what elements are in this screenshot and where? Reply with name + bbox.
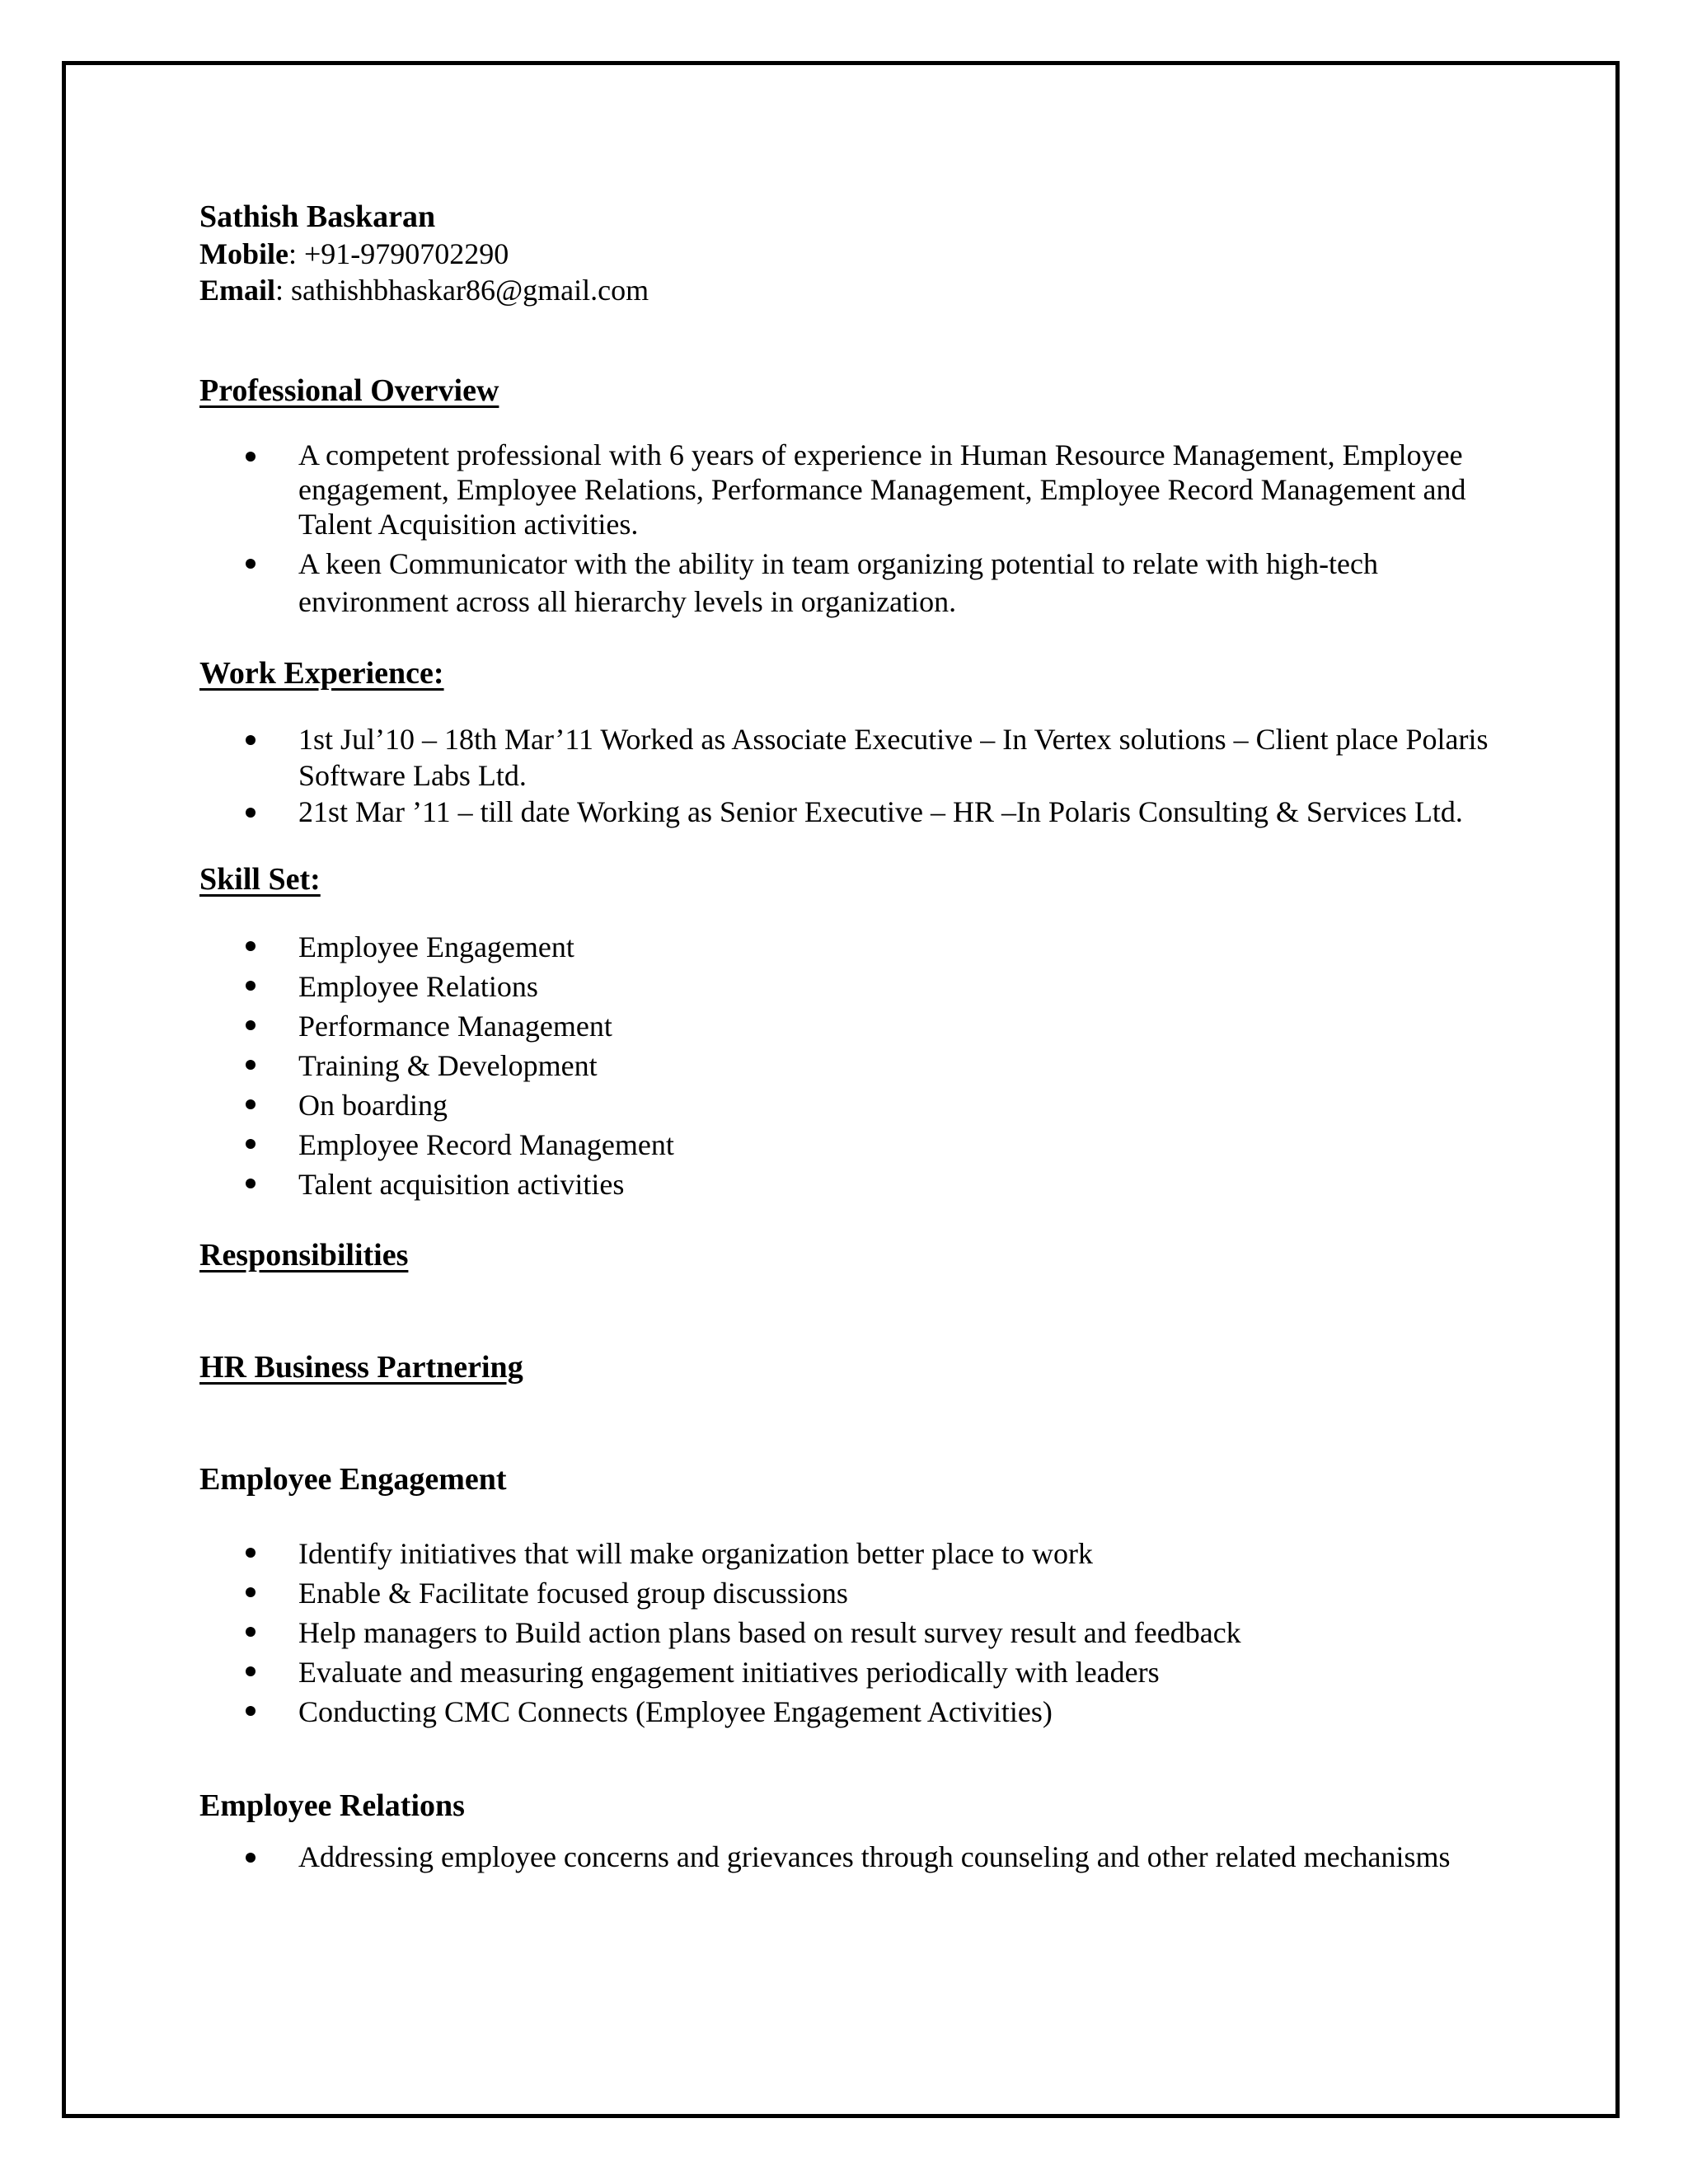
bullet-icon: [246, 1706, 256, 1716]
email-label: Email: [199, 274, 276, 307]
bullet-icon: [246, 1627, 256, 1637]
bullet-icon: [246, 735, 256, 745]
mobile-value: : +91-9790702290: [288, 237, 509, 270]
responsibilities-heading: Responsibilities: [199, 1238, 409, 1272]
bullet-icon: [246, 1099, 256, 1109]
list-item-text: Performance Management: [298, 1010, 612, 1043]
bullet-icon: [246, 1853, 256, 1863]
list-item-text: A competent professional with 6 years of experience in Human Resource Management, Employee engagement, Employee Relations, Performance Management, Employee Record Management and Talent Acquisition activities.: [298, 438, 1466, 541]
list-item-text: 1st Jul’10 – 18th Mar’11 Worked as Associate Executive – In Vertex solutions – Client place Polaris Software Labs Ltd.: [298, 723, 1489, 792]
experience-heading: Work Experience:: [199, 656, 444, 691]
list-item-text: On boarding: [298, 1089, 448, 1122]
list-item: [199, 721, 1518, 794]
experience-list: [199, 721, 1518, 830]
bullet-icon: [246, 1020, 256, 1030]
list-item-text: Enable & Facilitate focused group discussions: [298, 1577, 848, 1610]
mobile-line: [199, 236, 1518, 272]
engagement-heading: Employee Engagement: [199, 1462, 507, 1497]
list-item-text: Employee Record Management: [298, 1128, 674, 1161]
list-item-text: Talent acquisition activities: [298, 1168, 625, 1201]
list-item: [199, 545, 1518, 621]
bullet-icon: [246, 1666, 256, 1676]
resume-content: [199, 198, 1518, 1875]
overview-list: [199, 438, 1518, 621]
list-item-text: Training & Development: [298, 1049, 598, 1082]
bullet-icon: [246, 452, 256, 462]
skills-list: [199, 927, 1518, 1204]
list-item: [199, 438, 1518, 541]
engagement-list: [199, 1534, 1518, 1732]
list-item: [199, 1165, 1518, 1204]
email-value: : sathishbhaskar86@gmail.com: [275, 274, 649, 307]
list-item: [199, 1046, 1518, 1085]
list-item-text: Evaluate and measuring engagement initiatives periodically with leaders: [298, 1656, 1160, 1689]
list-item-text: Conducting CMC Connects (Employee Engagement Activities): [298, 1695, 1053, 1728]
list-item: [199, 1534, 1518, 1573]
hr-partnering-heading: HR Business Partnering: [199, 1350, 523, 1385]
list-item: [199, 1692, 1518, 1732]
relations-list: [199, 1839, 1518, 1875]
overview-heading: Professional Overview: [199, 373, 499, 408]
bullet-icon: [246, 1179, 256, 1188]
bullet-icon: [246, 1060, 256, 1070]
bullet-icon: [246, 981, 256, 991]
bullet-icon: [246, 1548, 256, 1558]
list-item: [199, 1125, 1518, 1165]
list-item: [199, 967, 1518, 1006]
list-item: [199, 1573, 1518, 1613]
bullet-icon: [246, 941, 256, 951]
skills-heading: Skill Set:: [199, 862, 321, 897]
mobile-label: Mobile: [199, 237, 288, 270]
list-item: [199, 1613, 1518, 1652]
list-item-text: Employee Engagement: [298, 930, 574, 963]
list-item: [199, 927, 1518, 967]
list-item: [199, 1652, 1518, 1692]
list-item-text: 21st Mar ’11 – till date Working as Senior Executive – HR –In Polaris Consulting & Services Ltd.: [298, 795, 1463, 828]
list-item-text: Help managers to Build action plans based on result survey result and feedback: [298, 1616, 1241, 1649]
list-item: [199, 794, 1518, 830]
list-item: [199, 1085, 1518, 1125]
email-line: [199, 272, 1518, 308]
list-item: [199, 1006, 1518, 1046]
list-item-text: A keen Communicator with the ability in team organizing potential to relate with high-tech environment across all hierarchy levels in organization.: [298, 547, 1379, 618]
list-item-text: Identify initiatives that will make organization better place to work: [298, 1537, 1094, 1570]
bullet-icon: [246, 1139, 256, 1149]
list-item: [199, 1839, 1518, 1875]
bullet-icon: [246, 559, 256, 569]
bullet-icon: [246, 1587, 256, 1597]
relations-heading: Employee Relations: [199, 1788, 465, 1823]
candidate-name: Sathish Baskaran: [199, 199, 436, 234]
bullet-icon: [246, 808, 256, 818]
list-item-text: Addressing employee concerns and grievances through counseling and other related mechanisms: [298, 1840, 1451, 1873]
contact-block: [199, 198, 1518, 308]
list-item-text: Employee Relations: [298, 970, 538, 1003]
